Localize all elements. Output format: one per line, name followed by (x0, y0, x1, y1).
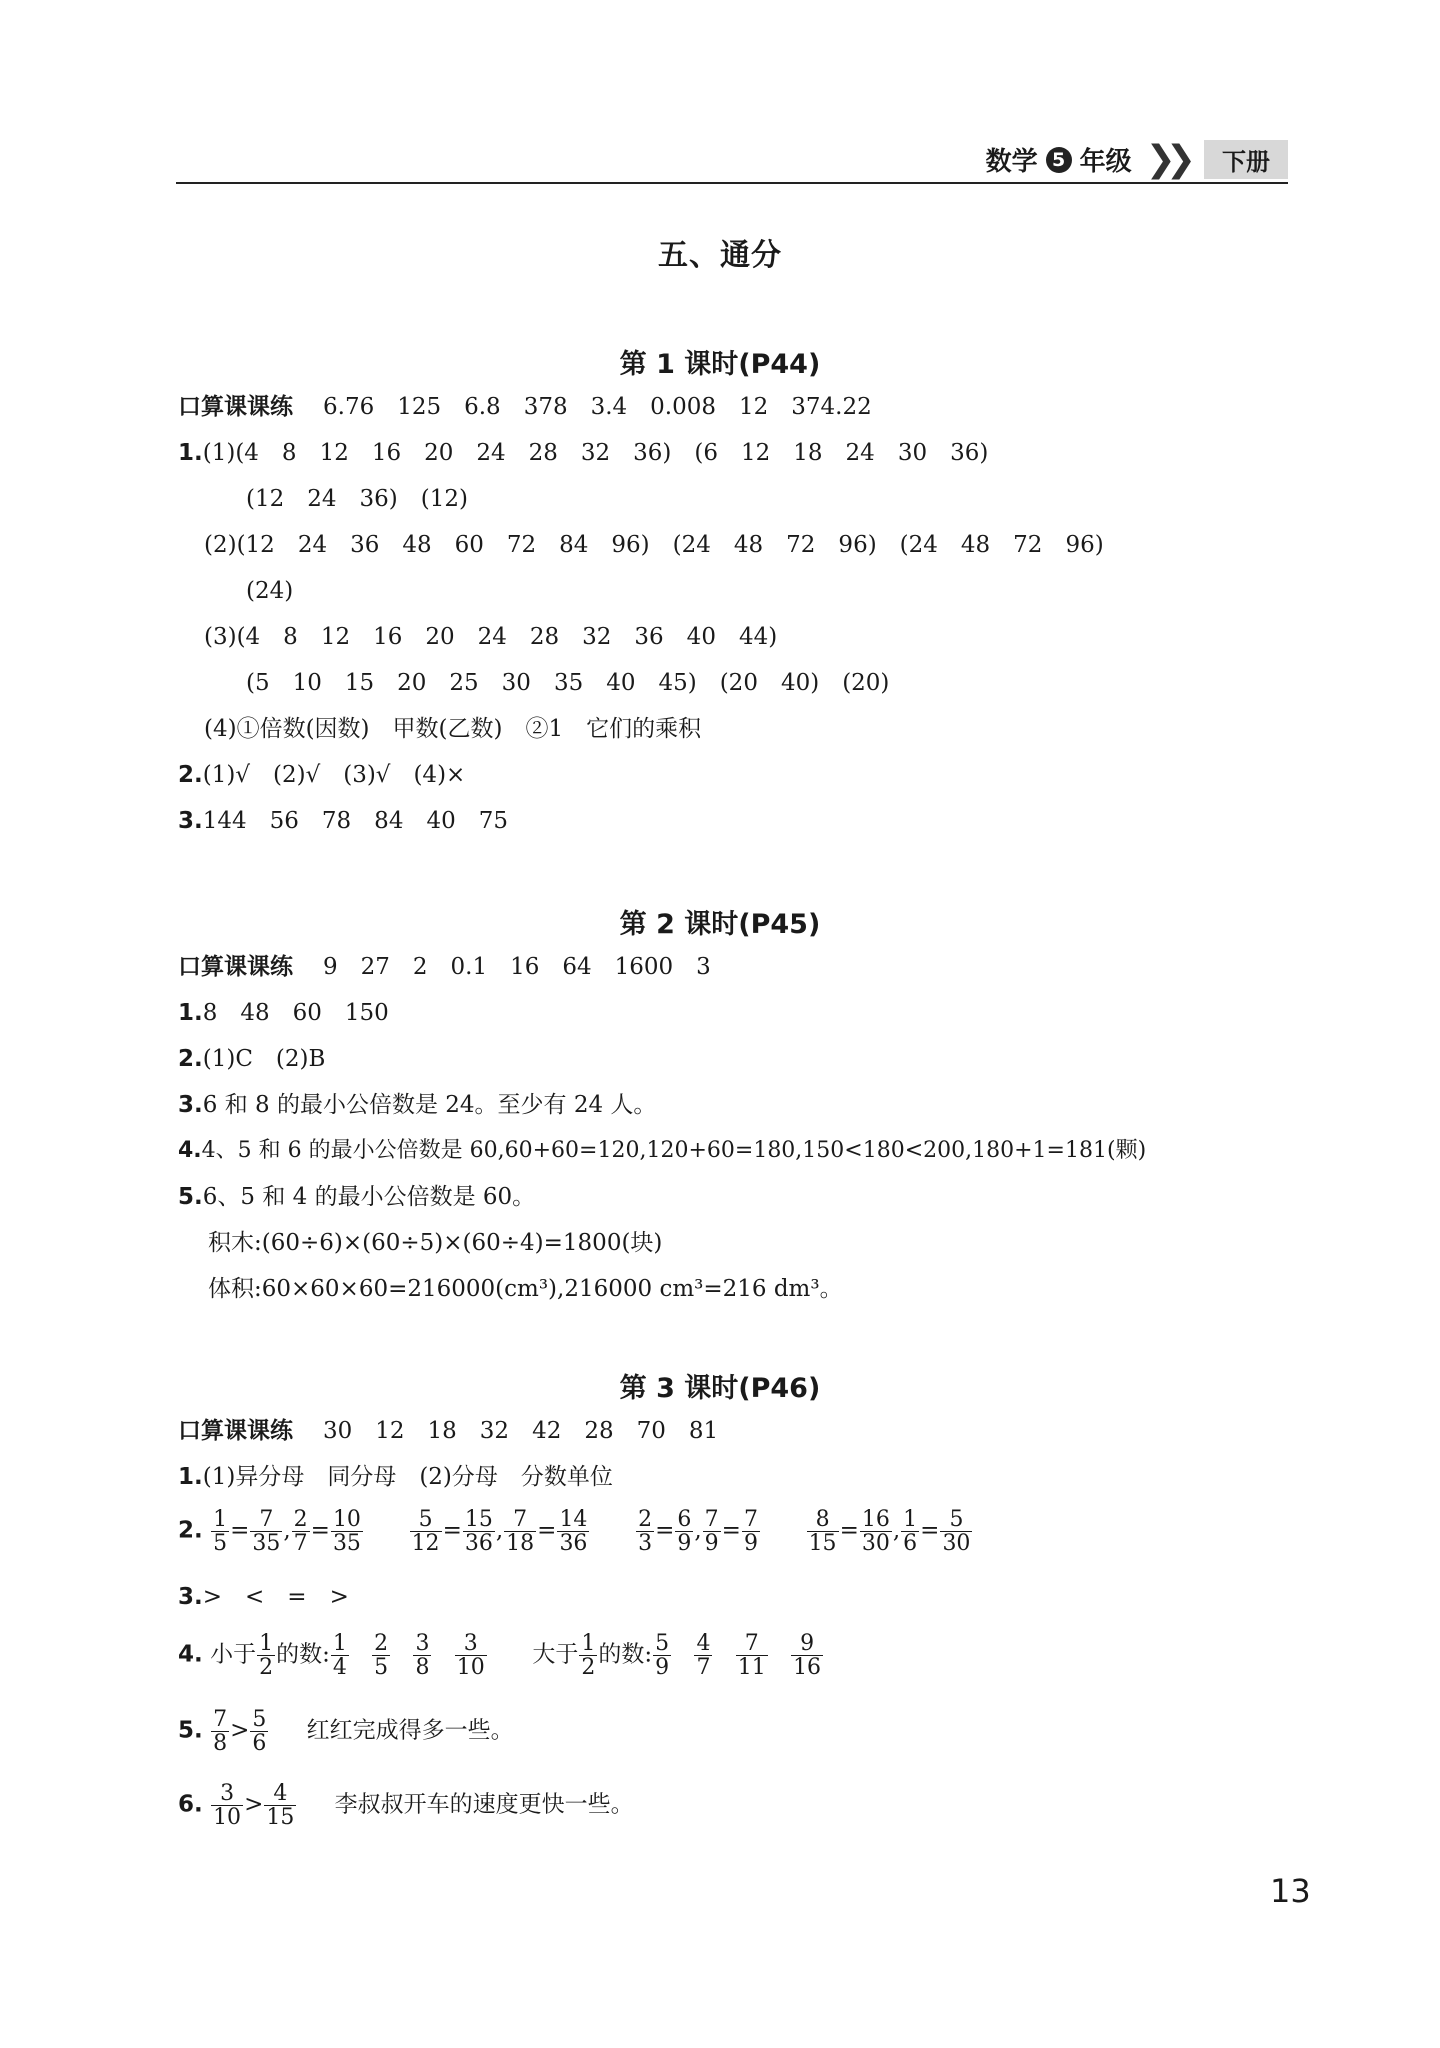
header-rule (176, 182, 1288, 184)
oral-label: 口算课课练 (178, 954, 293, 980)
fraction: $\frac{1}{5}$ (213, 1507, 228, 1557)
question-number: 5. (178, 1184, 203, 1210)
lesson3-heading: 第 3 课时(P46) (619, 1373, 821, 1404)
lesson1-q2 (178, 762, 465, 790)
answer-text: > < = > (202, 1584, 349, 1610)
fraction: $\frac{9}{16}$ (793, 1631, 822, 1681)
fraction: $\frac{6}{9}$ (677, 1507, 692, 1557)
lesson2-q5-volume: 体积:60×60×60=216000(cm³),216000 cm³=216 dm³。 (208, 1276, 843, 1302)
lesson3-oral (178, 1418, 718, 1446)
lesson2-q2 (178, 1046, 325, 1074)
answer-text: 4、5 和 6 的最小公倍数是 60,60+60=120,120+60=180,150<180<200,180+1=181(颗) (201, 1138, 1147, 1163)
fraction: $\frac{2}{7}$ (293, 1507, 308, 1557)
lesson1-q3 (178, 808, 508, 836)
fraction: $\frac{16}{30}$ (861, 1507, 890, 1557)
question-number: 1. (178, 1464, 203, 1490)
fraction: $\frac{4}{15}$ (266, 1781, 295, 1831)
label-text: 大于 (532, 1641, 579, 1668)
oral-answers: 30 12 18 32 42 28 70 81 (323, 1418, 719, 1444)
lesson1-q1-line2: (12 24 36) (12) (246, 486, 468, 512)
fraction: $\frac{5}{6}$ (252, 1707, 267, 1757)
fraction: $\frac{7}{18}$ (506, 1507, 535, 1557)
book-label (986, 139, 1288, 180)
lesson1-q1-line4: (24) (246, 578, 294, 604)
answer-text: (1)(4 8 12 16 20 24 28 32 36) (6 12 18 24 30 36) (202, 440, 989, 466)
question-number: 3. (178, 1584, 203, 1610)
question-number: 1. (178, 440, 203, 466)
answer-text: 6 和 8 的最小公倍数是 24。至少有 24 人。 (202, 1092, 657, 1118)
question-number: 2. (178, 1046, 203, 1072)
question-number: 4. (178, 1138, 202, 1163)
fraction: $\frac{5}{12}$ (411, 1507, 440, 1557)
page-number: 13 (1270, 1872, 1311, 1910)
fraction: $\frac{4}{7}$ (696, 1631, 711, 1681)
lesson2-q1 (178, 1000, 389, 1028)
answer-text: 红红完成得多一些。 (306, 1717, 514, 1744)
oral-answers: 6.76 125 6.8 378 3.4 0.008 12 374.22 (323, 394, 872, 420)
lesson2-q5-blocks: 积木:(60÷6)×(60÷5)×(60÷4)=1800(块) (208, 1230, 663, 1256)
fraction: $\frac{1}{6}$ (903, 1507, 918, 1557)
fraction: $\frac{5}{30}$ (942, 1507, 971, 1557)
lesson2-q5 (178, 1184, 535, 1212)
question-number: 4. (178, 1641, 203, 1668)
volume-tag: 下册 (1204, 140, 1288, 179)
fraction: $\frac{1}{4}$ (332, 1631, 347, 1681)
lesson3-q1 (178, 1464, 613, 1492)
fraction: $\frac{2}{3}$ (638, 1507, 653, 1557)
lesson2-oral (178, 954, 711, 982)
answer-text: (1)异分母 同分母 (2)分母 分数单位 (202, 1464, 613, 1490)
oral-answers: 9 27 2 0.1 16 64 1600 3 (323, 954, 711, 980)
answer-text: 6、5 和 4 的最小公倍数是 60。 (202, 1184, 536, 1210)
label-text: 的数: (276, 1641, 330, 1668)
fraction: $\frac{7}{9}$ (704, 1507, 719, 1557)
fraction: $\frac{7}{9}$ (743, 1507, 758, 1557)
chapter-title: 五、通分 (658, 238, 782, 273)
fraction: $\frac{3}{10}$ (456, 1631, 485, 1681)
fraction: $\frac{3}{8}$ (415, 1631, 430, 1681)
lesson3-q6: 6. $\frac{3}{10}$ > $\frac{4}{15}$ 李叔叔开车的速度更快一些。 (178, 1781, 634, 1831)
answer-text: 李叔叔开车的速度更快一些。 (334, 1791, 634, 1818)
lesson1-oral (178, 394, 872, 422)
grade-label: 年级 (1079, 147, 1132, 177)
question-number: 2. (178, 762, 203, 788)
oral-label: 口算课课练 (178, 394, 293, 420)
question-number: 2. (178, 1517, 203, 1544)
lesson1-q1-line3: (2)(12 24 36 48 60 72 84 96) (24 48 72 96) (24 48 72 96) (204, 532, 1104, 558)
answer-text: 8 48 60 150 (202, 1000, 389, 1026)
question-number: 6. (178, 1791, 203, 1818)
label-text: 的数: (598, 1641, 653, 1668)
lesson1-q1-line5: (3)(4 8 12 16 20 24 28 32 36 40 44) (204, 624, 778, 650)
lesson3-q4 (178, 1632, 824, 1679)
question-number: 1. (178, 1000, 203, 1026)
subject-label: 数学 (985, 147, 1038, 177)
question-number: 5. (178, 1717, 203, 1744)
lesson1-q1-line6: (5 10 15 20 25 30 35 40 45) (20 40) (20) (246, 670, 890, 696)
fraction: $\frac{14}{36}$ (559, 1507, 588, 1557)
question-number: 3. (178, 1092, 203, 1118)
answer-text: (1)√ (2)√ (3)√ (4)× (202, 762, 466, 788)
fraction: $\frac{8}{15}$ (808, 1507, 837, 1557)
lesson2-q4 (178, 1138, 1146, 1164)
lesson3-q5: 5. $\frac{7}{8}$ > $\frac{5}{6}$ 红红完成得多一些。 (178, 1707, 514, 1757)
fraction: $\frac{2}{5}$ (374, 1631, 389, 1681)
fraction: $\frac{10}{35}$ (332, 1507, 361, 1557)
fraction: $\frac{7}{35}$ (252, 1507, 281, 1557)
lesson2-q3 (178, 1092, 656, 1120)
double-chevron-icon: ❯❯ (1145, 139, 1186, 180)
oral-label: 口算课课练 (178, 1418, 293, 1444)
fraction: $\frac{7}{11}$ (737, 1631, 766, 1681)
fraction: $\frac{7}{8}$ (213, 1707, 228, 1757)
grade-number-badge: 5 (1046, 147, 1072, 173)
fraction: $\frac{15}{36}$ (464, 1507, 493, 1557)
answer-text: 144 56 78 84 40 75 (202, 808, 508, 834)
question-number: 3. (178, 808, 203, 834)
fraction: $\frac{1}{2}$ (581, 1631, 596, 1681)
page-header (176, 140, 1288, 184)
lesson3-q3 (178, 1584, 349, 1612)
lesson2-heading: 第 2 课时(P45) (619, 909, 821, 940)
lesson3-q2: 2. $\frac{1}{5}$ = $\frac{7}{35}$ , $\frac{2}{7}$ = $\frac{10}{35}$ $\frac{5}{12}$ = $\frac{15}{36}$ , $\frac{7}{18}$ = $\frac{14}{36}$ $\frac{2}{3}$ = $\frac{6}{9}$ , $\frac{7}{9}$ = $\frac{7}{9}$ $\frac{8}{15}$ = $\frac{16}{30}$ , $\frac{1}{6}$ = $\frac{5}{30}$ (178, 1507, 971, 1557)
fraction: $\frac{5}{9}$ (655, 1631, 670, 1681)
label-text: 小于 (210, 1641, 257, 1668)
lesson1-q1-line1 (178, 440, 988, 468)
lesson1-heading: 第 1 课时(P44) (619, 349, 821, 380)
fraction: $\frac{3}{10}$ (213, 1781, 242, 1831)
lesson1-q1-line7: (4)①倍数(因数) 甲数(乙数) ②1 它们的乘积 (204, 716, 702, 742)
answer-text: (1)C (2)B (202, 1046, 326, 1072)
fraction: $\frac{1}{2}$ (259, 1631, 274, 1681)
